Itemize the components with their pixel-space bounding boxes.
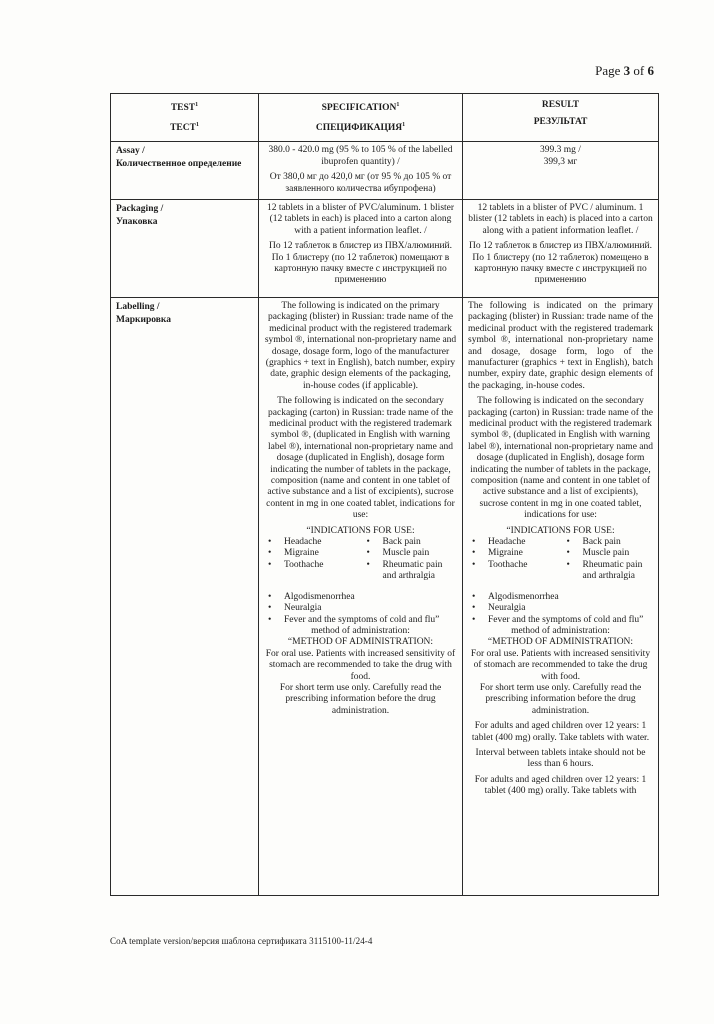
list-item: • Migraine bbox=[264, 548, 359, 559]
table-row bbox=[111, 199, 659, 297]
list-item: • Neuralgia bbox=[468, 603, 653, 614]
list-item: • Fever and the symptoms of cold and flu” bbox=[264, 615, 457, 626]
indications-grid bbox=[468, 537, 653, 583]
header-test: TEST$^1$ ТЕСТ$^1$ bbox=[111, 94, 259, 142]
header-specification: SPECIFICATION$^1$ СПЕЦИФИКАЦИЯ$^1$ bbox=[259, 94, 463, 142]
template-footer: CoA template version/версия шаблона сертификата 3115100-11/24-4 bbox=[110, 936, 373, 946]
list-item: • Back pain bbox=[363, 537, 458, 548]
list-item: • Toothache bbox=[468, 560, 559, 583]
indications-grid bbox=[264, 537, 457, 583]
spec-cell: 380.0 - 420.0 mg (95 % to 105 % of the labelled ibuprofen quantity) / От 380,0 мг до 420,0 мг (от 95 % до 105 % от заявленного количества ибупрофена) bbox=[259, 142, 463, 200]
list-item: • Fever and the symptoms of cold and flu” bbox=[468, 615, 653, 626]
test-cell: Labelling / Маркировка bbox=[111, 297, 259, 895]
test-cell: Assay / Количественное определение bbox=[111, 142, 259, 200]
header-row bbox=[111, 94, 659, 142]
result-cell: The following is indicated on the primary packaging (blister) in Russian: trade name of the medicinal product with the registered trademark symbol ®, international non-proprietary name and dosage, dosage form, logo of the manufacturer (graphics + text in English), batch number, expiry date, graphic design elements of the packaging, in-house codes. The following is indicated on the secondary packaging (carton) in Russian: trade name of the medicinal product with the registered trademark symbol ®, (duplicated in English with warning label ®), international non-proprietary name and dosage (duplicated in English), dosage form indicating the number of tablets in the package, composition (name and content in one tablet of active substance and a list of excipients), sucrose content in mg in one coated tablet, indications for use: “INDICATIONS FOR USE: • Headache • Back pain • Migraine • Muscle pain • Toothache • Rheumatic pain and arthralgia • Algodismenorrhea • Neuralgia • Fever and the symptoms of cold and flu” method of administration: “METHOD OF ADMINISTRATION: For oral use. Patients with increased sensitivity of stomach are recommended to take the drug with food. For short term use only. Carefully read the prescribing information before the drug administration. For adults and aged children over 12 years: 1 tablet (400 mg) orally. Take tablets with water. Interval between tablets intake should not be less than 6 hours. For adults and aged children over 12 years: 1 tablet (400 mg) orally. Take tablets with bbox=[463, 297, 659, 895]
spec-cell: The following is indicated on the primary packaging (blister) in Russian: trade name of the medicinal product with the registered trademark symbol ®, international non-proprietary name and dosage, dosage form, logo of the manufacturer (graphics + text in English), batch number, expiry date, graphic design elements of the packaging, in-house codes (if applicable). The following is indicated on the secondary packaging (carton) in Russian: trade name of the medicinal product with the registered trademark symbol ®, (duplicated in English with warning label ®), international non-proprietary name and dosage (duplicated in English), dosage form indicating the number of tablets in the package, composition (name and content in one tablet of active substance and a list of excipients), sucrose content in mg in one coated tablet, indications for use: “INDICATIONS FOR USE: • Headache • Back pain • Migraine • Muscle pain • Toothache • Rheumatic pain and arthralgia • Algodismenorrhea • Neuralgia • Fever and the symptoms of cold and flu” method of administration: “METHOD OF ADMINISTRATION: For oral use. Patients with increased sensitivity of stomach are recommended to take the drug with food. For short term use only. Carefully read the prescribing information before the drug administration. bbox=[259, 297, 463, 895]
indications-list bbox=[468, 592, 653, 626]
list-item: • Back pain bbox=[563, 537, 654, 548]
certificate-table bbox=[110, 93, 659, 896]
indications-list bbox=[264, 592, 457, 626]
list-item: • Toothache bbox=[264, 560, 359, 583]
table-row bbox=[111, 142, 659, 200]
table-row bbox=[111, 297, 659, 895]
result-cell: 399.3 mg / 399,3 мг bbox=[463, 142, 659, 200]
test-cell: Packaging / Упаковка bbox=[111, 199, 259, 297]
list-item: • Migraine bbox=[468, 548, 559, 559]
result-cell: 12 tablets in a blister of PVC / aluminum. 1 blister (12 tablets in each) is placed into a carton along with a patient information leaflet. / По 12 таблеток в блистер из ПВХ/алюминий. По 1 блистеру (по 12 таблеток) помещено в картонную пачку вместе с инструкцией по применению bbox=[463, 199, 659, 297]
list-item: • Neuralgia bbox=[264, 603, 457, 614]
spec-cell: 12 tablets in a blister of PVC/aluminum. 1 blister (12 tablets in each) is placed into a carton along with a patient information leaflet. / По 12 таблеток в блистер из ПВХ/алюминий. По 1 блистеру (по 12 таблеток) помещают в картонную пачку вместе с инструкцией по применению bbox=[259, 199, 463, 297]
list-item: • Headache bbox=[468, 537, 559, 548]
list-item: • Rheumatic pain and arthralgia bbox=[563, 560, 654, 583]
list-item: • Rheumatic pain and arthralgia bbox=[363, 560, 458, 583]
list-item: • Headache bbox=[264, 537, 359, 548]
page-number: Page 3 of 6 bbox=[595, 63, 654, 78]
list-item: • Muscle pain bbox=[563, 548, 654, 559]
list-item: • Muscle pain bbox=[363, 548, 458, 559]
header-result: RESULT РЕЗУЛЬТАТ bbox=[463, 94, 659, 142]
list-item: • Algodismenorrhea bbox=[264, 592, 457, 603]
list-item: • Algodismenorrhea bbox=[468, 592, 653, 603]
